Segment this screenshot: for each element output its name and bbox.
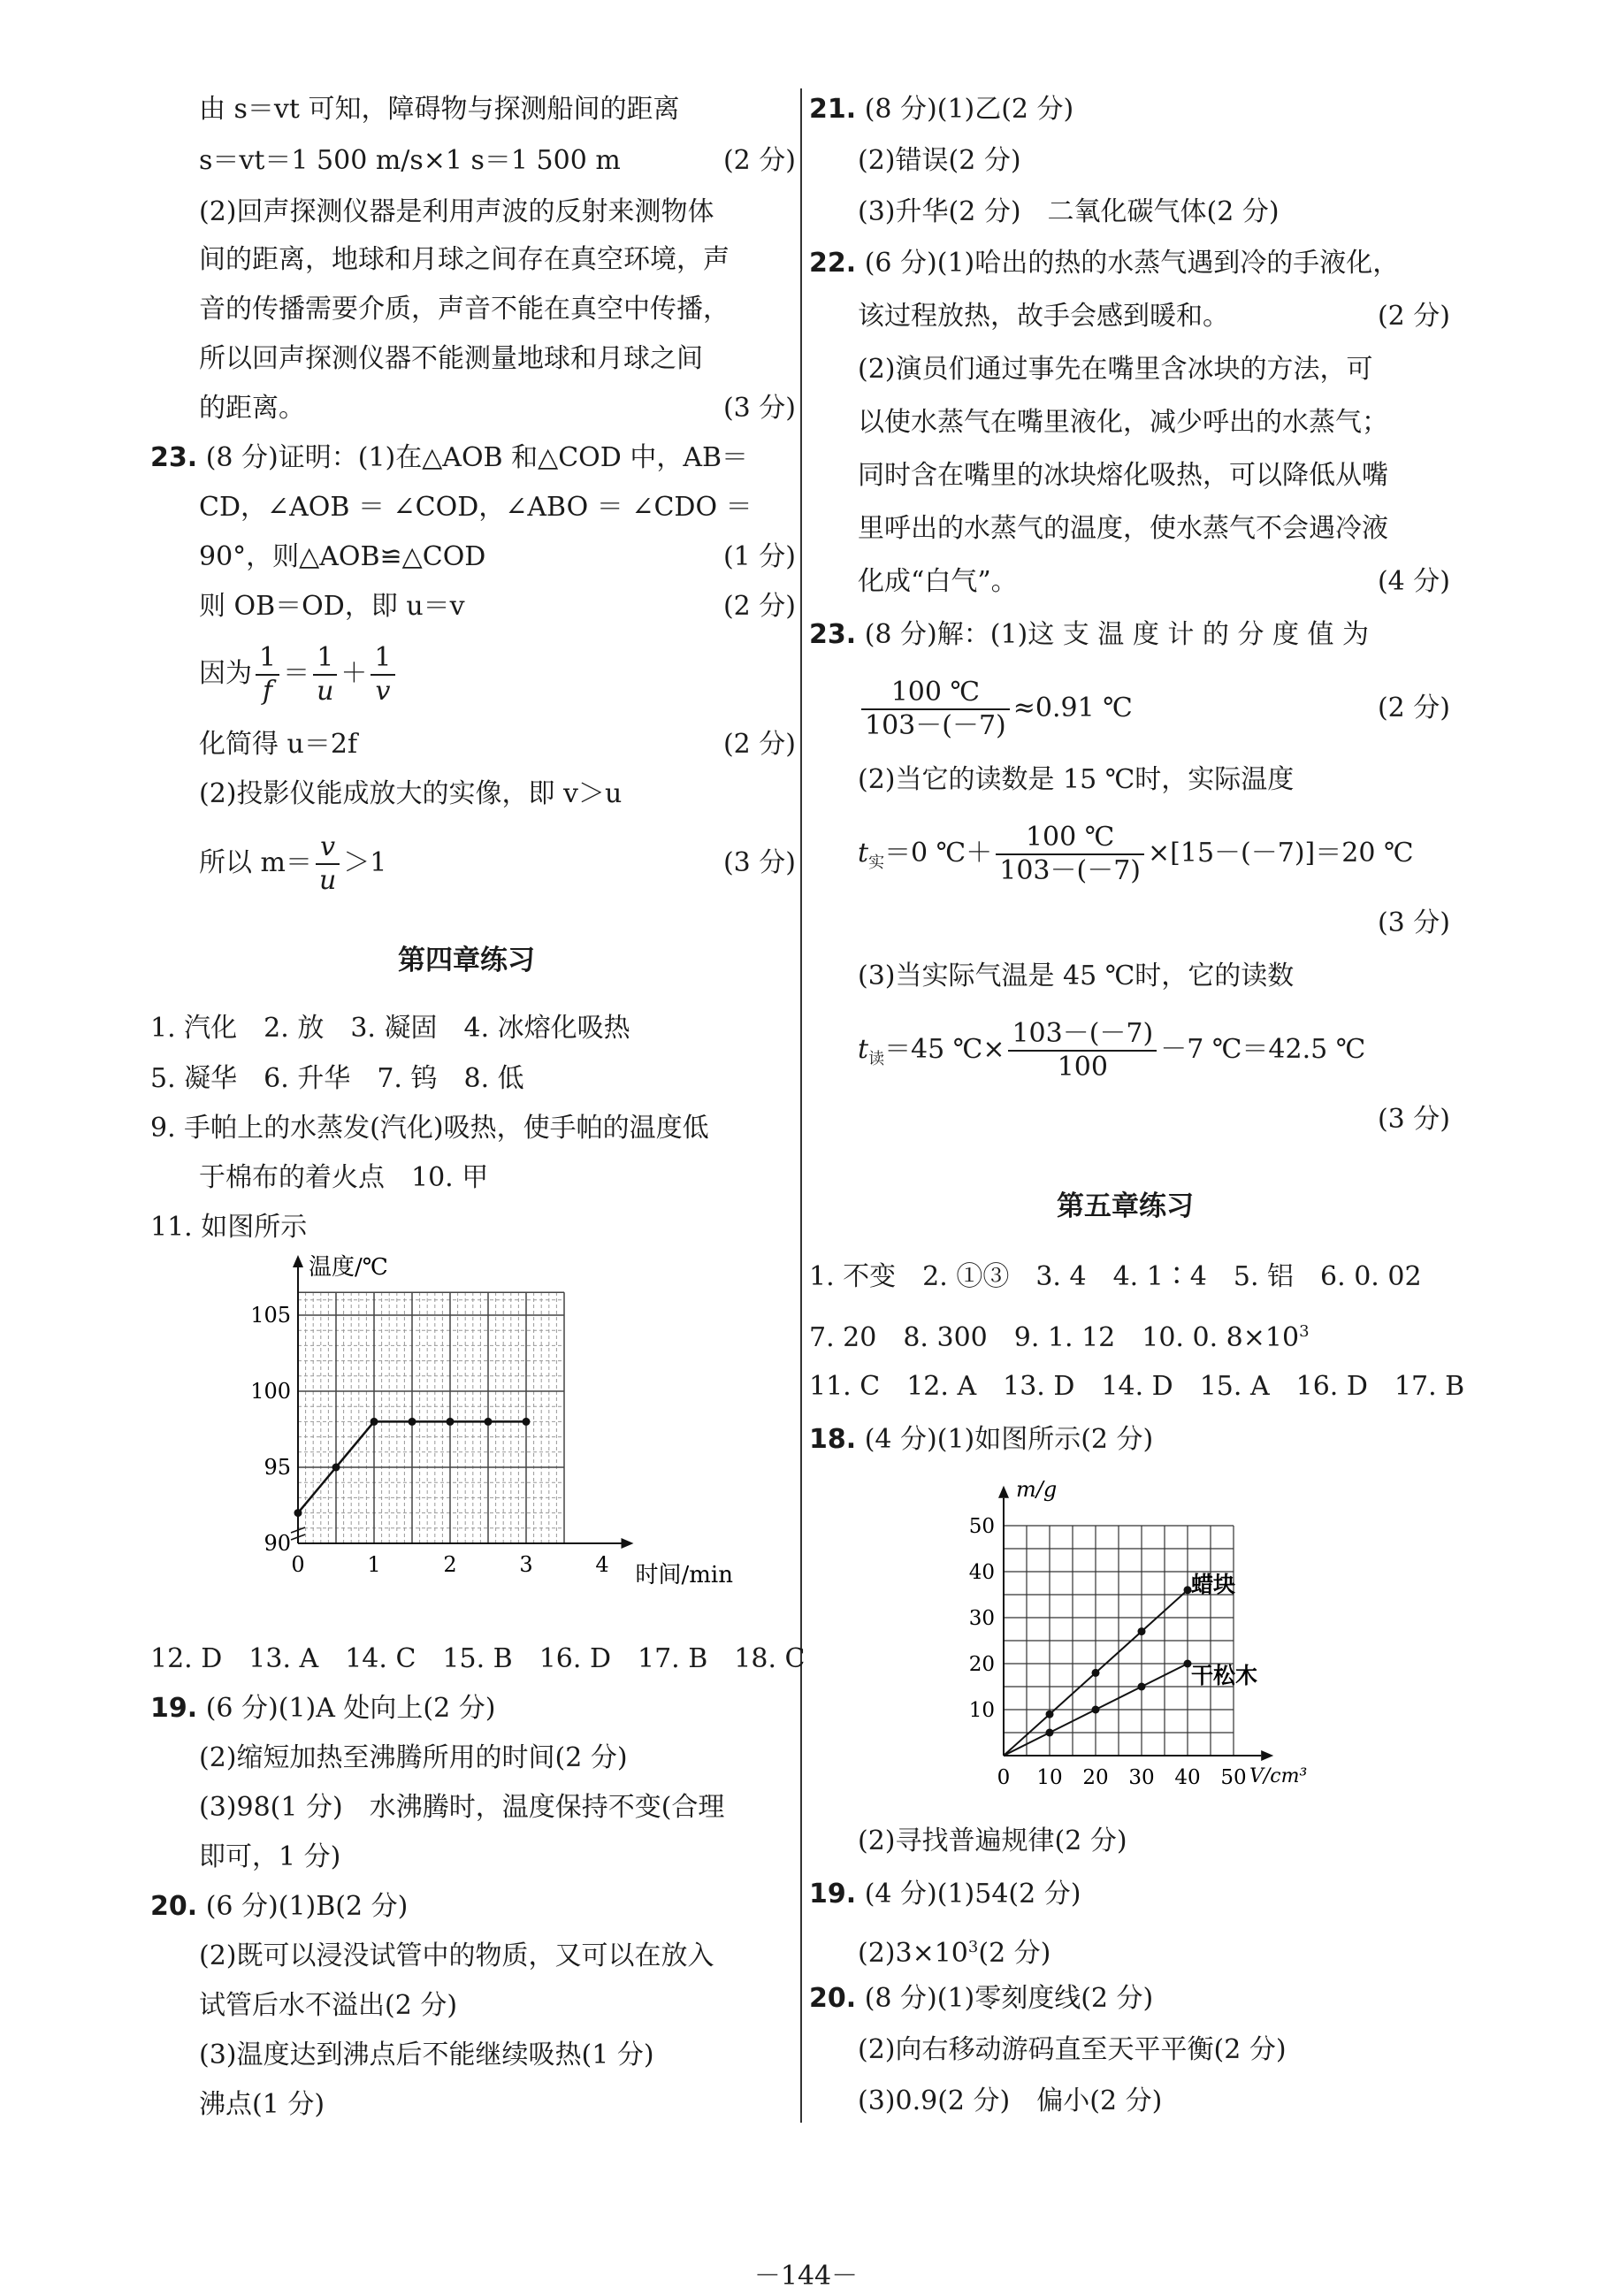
x-tick-label: 10 bbox=[1036, 1766, 1063, 1789]
fraction: $\frac{103-(-7)}{100}$ bbox=[1008, 1018, 1157, 1083]
text-line: 19. (4 分)(1)54(2 分) bbox=[809, 1879, 1081, 1910]
score: (1 分) bbox=[722, 541, 796, 572]
question-number: 23. bbox=[809, 619, 857, 650]
text-line: (2)演员们通过事先在嘴里含冰块的方法，可 bbox=[858, 354, 1373, 385]
text: 化简得 u＝2f bbox=[199, 729, 358, 760]
text-line bbox=[199, 143, 796, 179]
text-line: 音的传播需要介质，声音不能在真空中传播， bbox=[199, 294, 730, 325]
text-line: 以使水蒸气在嘴里液化，减少呼出的水蒸气； bbox=[858, 407, 1388, 438]
text-line: (2)缩短加热至沸腾所用的时间(2 分) bbox=[199, 1742, 628, 1773]
x-tick-label: 20 bbox=[1082, 1766, 1109, 1789]
text-line bbox=[199, 391, 796, 426]
x-axis-arrow bbox=[622, 1538, 634, 1549]
score: (2 分) bbox=[1377, 693, 1450, 723]
text-line bbox=[199, 589, 796, 624]
text-line: (3)升华(2 分) 二氧化碳气体(2 分) bbox=[858, 196, 1280, 227]
fraction: $\frac{v}{u}$ bbox=[316, 831, 340, 897]
text-line: 21. (8 分)(1)乙(2 分) bbox=[809, 94, 1074, 125]
column-divider bbox=[800, 88, 802, 2123]
data-point bbox=[523, 1418, 531, 1426]
answer-line: 11. C 12. A 13. D 14. D 15. A 16. D 17. B bbox=[809, 1371, 1465, 1402]
score: (3 分) bbox=[1377, 907, 1450, 938]
equation: 因为 $\frac{1}{f}$ ＝ $\frac{1}{u}$ ＋ $\frac{1}{v}$ bbox=[199, 639, 399, 709]
text-line: 间的距离，地球和月球之间存在真空环境，声 bbox=[199, 244, 730, 275]
data-point bbox=[1092, 1706, 1100, 1714]
text-line: 即可，1 分) bbox=[199, 1841, 341, 1872]
text-line: 19. (6 分)(1)A 处向上(2 分) bbox=[150, 1693, 496, 1724]
y-axis-label: m/g bbox=[1016, 1476, 1058, 1502]
x-axis-arrow bbox=[1261, 1750, 1273, 1761]
text-line bbox=[199, 727, 796, 762]
y-tick-label: 90 bbox=[264, 1531, 291, 1556]
text: 则 OB＝OD，即 u＝v bbox=[199, 591, 465, 622]
answer-line: 1. 汽化 2. 放 3. 凝固 4. 冰熔化吸热 bbox=[150, 1013, 630, 1044]
text: 的距离。 bbox=[199, 393, 305, 424]
text-line: (2)当它的读数是 15 ℃时，实际温度 bbox=[858, 764, 1295, 795]
answer-line: 7. 20 8. 300 9. 1. 12 10. 0. $8\times 10^3$ bbox=[809, 1322, 1310, 1353]
text-line: 20. (8 分)(1)零刻度线(2 分) bbox=[809, 1983, 1154, 2014]
answer-line: 12. D 13. A 14. C 15. B 16. D 17. B 18. C bbox=[150, 1643, 806, 1674]
y-axis-label: 温度/℃ bbox=[309, 1254, 388, 1281]
y-axis-arrow bbox=[293, 1255, 303, 1267]
text-line: (2)错误(2 分) bbox=[858, 145, 1021, 176]
text: 因为 bbox=[199, 658, 252, 689]
answer-line: 于棉布的着火点 10. 甲 bbox=[199, 1162, 489, 1193]
data-point bbox=[1138, 1683, 1146, 1691]
equation: $t_实=0$ ℃＋ $\frac{100 ℃}{103-(-7)}$ ×[15－(－7)]＝20 ℃ bbox=[858, 822, 1414, 886]
y-tick-label: 20 bbox=[968, 1653, 995, 1676]
text-line: 23. (8 分)解：(1)这 支 温 度 计 的 分 度 值 为 bbox=[809, 619, 1370, 650]
score: (2 分) bbox=[722, 145, 796, 176]
score: (2 分) bbox=[722, 591, 796, 622]
text-line: CD，∠AOB ＝ ∠COD，∠ABO ＝ ∠CDO ＝ bbox=[199, 492, 753, 523]
data-point bbox=[1092, 1669, 1100, 1677]
fraction: $\frac{1}{f}$ bbox=[256, 642, 279, 708]
answer-line: 9. 手帕上的水蒸发(汽化)吸热，使手帕的温度低 bbox=[150, 1113, 709, 1144]
fraction: $\frac{1}{u}$ bbox=[313, 642, 337, 708]
text-line: 试管后水不溢出(2 分) bbox=[199, 1990, 458, 2021]
score: (3 分) bbox=[722, 393, 796, 424]
text-line: $(2)3\times 10^3(2$ 分) bbox=[858, 1938, 1051, 1969]
text-line bbox=[199, 540, 796, 575]
question-number: 19. bbox=[809, 1879, 857, 1910]
x-tick-label: 40 bbox=[1174, 1766, 1201, 1789]
text: 90°，则△AOB≌△COD bbox=[199, 541, 486, 572]
question-number: 20. bbox=[809, 1983, 857, 2014]
score: (2 分) bbox=[722, 729, 796, 760]
question-number: 18. bbox=[809, 1424, 857, 1455]
data-point bbox=[1046, 1729, 1054, 1737]
equation: $\frac{100 ℃}{103-(-7)}$ ≈0.91 ℃ (2 分) bbox=[858, 669, 1450, 748]
data-point bbox=[332, 1464, 340, 1472]
score: (4 分) bbox=[1377, 566, 1450, 597]
x-axis-label: 时间/min bbox=[635, 1562, 733, 1588]
text-line: 由 s＝vt 可知，障碍物与探测船间的距离 bbox=[199, 94, 680, 125]
text: (8 分)证明：(1)在△AOB 和△COD 中，AB＝ bbox=[205, 442, 749, 473]
formula: s＝vt＝1 500 m/s×1 s＝1 500 m bbox=[199, 145, 621, 176]
score: (3 分) bbox=[722, 847, 796, 878]
page-number: －144－ bbox=[753, 2261, 859, 2292]
series-label: 蜡块 bbox=[1191, 1571, 1236, 1597]
text-line: 18. (4 分)(1)如图所示(2 分) bbox=[809, 1424, 1154, 1455]
answer-line: 5. 凝华 6. 升华 7. 钨 8. 低 bbox=[150, 1063, 524, 1094]
series-label: 干松木 bbox=[1191, 1663, 1258, 1688]
y-tick-label: 105 bbox=[250, 1303, 291, 1328]
text-line: (3)温度达到沸点后不能继续吸热(1 分) bbox=[199, 2040, 654, 2070]
text-line: 所以回声探测仪器不能测量地球和月球之间 bbox=[199, 343, 703, 374]
text-line: 该过程放热，故手会感到暖和。 (2 分) bbox=[858, 299, 1450, 334]
question-number: 19. bbox=[150, 1693, 198, 1724]
text-line: (2)寻找普遍规律(2 分) bbox=[858, 1825, 1127, 1856]
answer-line: 1. 不变 2. ①③ 3. 4 4. 1∶4 5. 铝 6. 0. 02 bbox=[809, 1261, 1422, 1292]
data-point bbox=[485, 1418, 493, 1426]
y-tick-label: 30 bbox=[968, 1607, 995, 1630]
text-line: (3)0.9(2 分) 偏小(2 分) bbox=[858, 2086, 1163, 2116]
text-line: 同时含在嘴里的冰块熔化吸热，可以降低从嘴 bbox=[858, 460, 1388, 491]
y-tick-label: 40 bbox=[968, 1561, 995, 1584]
chapter-5-heading: 第五章练习 bbox=[1057, 1190, 1194, 1222]
text-line: (2)投影仪能成放大的实像，即 v＞u bbox=[199, 778, 623, 809]
temperature-time-chart bbox=[150, 1251, 769, 1623]
y-tick-label: 100 bbox=[250, 1379, 291, 1404]
fraction: $\frac{100 ℃}{103-(-7)}$ bbox=[861, 677, 1010, 742]
fraction: $\frac{1}{v}$ bbox=[371, 642, 394, 708]
x-tick-label: 2 bbox=[443, 1552, 457, 1577]
text-line: 20. (6 分)(1)B(2 分) bbox=[150, 1891, 409, 1922]
text-line: (3)98(1 分) 水沸腾时，温度保持不变(合理 bbox=[199, 1792, 725, 1823]
question-number: 21. bbox=[809, 94, 857, 125]
text-line: 化成“白气”。 (4 分) bbox=[858, 564, 1450, 600]
x-tick-label: 1 bbox=[367, 1552, 381, 1577]
text-line: (3)当实际气温是 45 ℃时，它的读数 bbox=[858, 960, 1295, 991]
x-tick-label: 4 bbox=[595, 1552, 609, 1577]
x-tick-label: 3 bbox=[519, 1552, 533, 1577]
y-axis-arrow bbox=[998, 1486, 1009, 1498]
data-point bbox=[371, 1418, 378, 1426]
text-line: 22. (6 分)(1)哈出的热的水蒸气遇到冷的手液化， bbox=[809, 248, 1400, 279]
mass-volume-chart bbox=[959, 1473, 1313, 1809]
question-number: 20. bbox=[150, 1891, 198, 1922]
text-line: 里呼出的水蒸气的温度，使水蒸气不会遇冷液 bbox=[858, 513, 1388, 544]
text-line: (2)既可以浸没试管中的物质，又可以在放入 bbox=[199, 1940, 714, 1971]
data-point bbox=[447, 1418, 455, 1426]
x-axis-label: V/cm³ bbox=[1249, 1765, 1308, 1787]
chapter-4-heading: 第四章练习 bbox=[398, 945, 535, 976]
data-point bbox=[409, 1418, 416, 1426]
y-tick-label: 10 bbox=[968, 1699, 995, 1722]
x-tick-label: 50 bbox=[1220, 1766, 1247, 1789]
equation: $t_读=45$ ℃× $\frac{103-(-7)}{100}$ －7 ℃＝42.5 ℃ bbox=[858, 1018, 1366, 1083]
data-point bbox=[294, 1509, 302, 1517]
text-line: 沸点(1 分) bbox=[199, 2089, 325, 2120]
text-line: (2)向右移动游码直至天平平衡(2 分) bbox=[858, 2034, 1287, 2065]
question-number: 22. bbox=[809, 248, 857, 279]
data-point bbox=[1046, 1711, 1054, 1718]
answer-line: 11. 如图所示 bbox=[150, 1212, 308, 1243]
text-line bbox=[150, 440, 748, 476]
y-tick-label: 95 bbox=[264, 1455, 291, 1480]
fraction: $\frac{100 ℃}{103-(-7)}$ bbox=[996, 822, 1144, 887]
score: (3 分) bbox=[1377, 1104, 1450, 1135]
x-tick-label: 0 bbox=[291, 1552, 305, 1577]
equation: 所以 m＝ $\frac{v}{u}$ ＞1 (3 分) bbox=[199, 828, 796, 899]
score: (2 分) bbox=[1377, 301, 1450, 332]
text-line: (2)回声探测仪器是利用声波的反射来测物体 bbox=[199, 196, 714, 227]
question-number: 23. bbox=[150, 442, 198, 473]
x-tick-label: 30 bbox=[1128, 1766, 1155, 1789]
data-point bbox=[1138, 1627, 1146, 1635]
x-tick-label: 0 bbox=[997, 1766, 1011, 1789]
y-tick-label: 50 bbox=[968, 1515, 995, 1538]
